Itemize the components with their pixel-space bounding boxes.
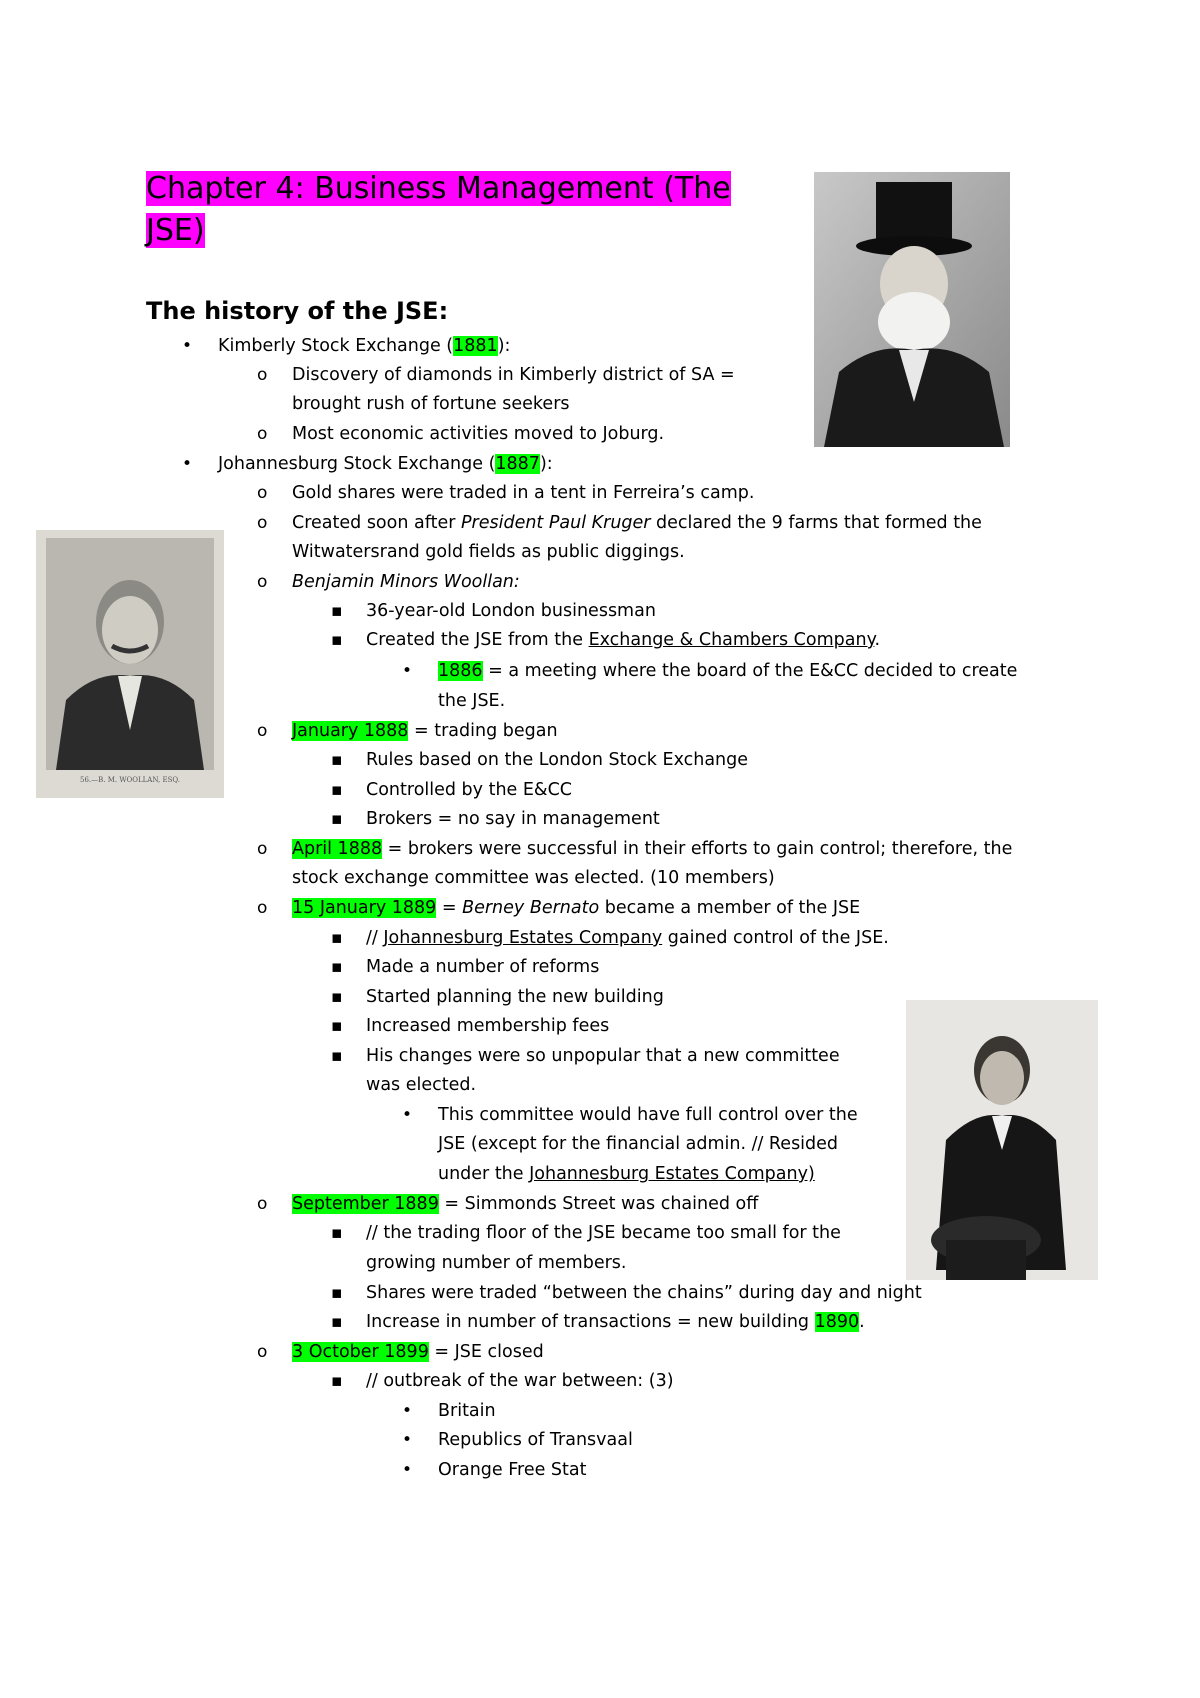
date-highlight: 1887 <box>495 454 540 474</box>
list-item-continuation: brought rush of fortune seekers <box>292 394 570 414</box>
woollan-photo <box>36 530 224 798</box>
bernato-portrait-image <box>906 1000 1098 1280</box>
kruger-portrait-image <box>814 172 1010 447</box>
list-item: Brokers = no say in management <box>366 809 660 829</box>
woollan-portrait-image <box>36 530 224 798</box>
list-item: // outbreak of the war between: (3) <box>366 1371 674 1391</box>
square-marker: ▪ <box>331 987 343 1007</box>
circle-marker: o <box>257 424 268 444</box>
square-marker: ▪ <box>331 1371 343 1391</box>
list-item: Rules based on the London Stock Exchange <box>366 750 749 770</box>
date-highlight: 1881 <box>453 336 498 356</box>
square-marker: ▪ <box>331 1046 343 1066</box>
square-marker: ▪ <box>331 1312 343 1332</box>
date-highlight: January 1888 <box>292 721 409 741</box>
list-item-continuation: under the Johannesburg Estates Company) <box>438 1164 815 1184</box>
bullet-marker: • <box>402 1460 413 1480</box>
list-item: Orange Free Stat <box>438 1460 587 1480</box>
list-item: Britain <box>438 1401 496 1421</box>
circle-marker: o <box>257 1342 268 1362</box>
section-heading: The history of the JSE: <box>146 297 449 325</box>
title-highlight: Chapter 4: Business Management (The JSE) <box>146 171 731 248</box>
bullet-marker: • <box>402 1430 413 1450</box>
list-item: This committee would have full control over the <box>438 1105 858 1125</box>
list-item: September 1889 = Simmonds Street was chained off <box>292 1194 759 1214</box>
bullet-marker: • <box>182 336 193 356</box>
square-marker: ▪ <box>331 601 343 621</box>
list-item: Shares were traded “between the chains” during day and night <box>366 1283 922 1303</box>
circle-marker: o <box>257 513 268 533</box>
bullet-marker: • <box>402 1105 413 1125</box>
list-item-continuation: growing number of members. <box>366 1253 627 1273</box>
square-marker: ▪ <box>331 1223 343 1243</box>
page-title <box>146 168 786 252</box>
list-item: Most economic activities moved to Joburg. <box>292 424 665 444</box>
square-marker: ▪ <box>331 928 343 948</box>
date-highlight: 1890 <box>814 1312 860 1332</box>
bernato-photo <box>906 1000 1098 1280</box>
list-item: Increased membership fees <box>366 1016 610 1036</box>
square-marker: ▪ <box>331 809 343 829</box>
list-item: 3 October 1899 = JSE closed <box>292 1342 544 1362</box>
circle-marker: o <box>257 572 268 592</box>
list-item: Johannesburg Stock Exchange (1887): <box>218 454 553 474</box>
list-item: Benjamin Minors Woollan: <box>292 572 520 592</box>
date-highlight: April 1888 <box>292 839 383 859</box>
list-item: Kimberly Stock Exchange (1881): <box>218 336 511 356</box>
square-marker: ▪ <box>331 1283 343 1303</box>
list-item: His changes were so unpopular that a new committee <box>366 1046 840 1066</box>
square-marker: ▪ <box>331 957 343 977</box>
list-item: January 1888 = trading began <box>292 721 558 741</box>
list-item: Started planning the new building <box>366 987 664 1007</box>
circle-marker: o <box>257 1194 268 1214</box>
circle-marker: o <box>257 483 268 503</box>
list-item: Made a number of reforms <box>366 957 600 977</box>
list-item: // the trading floor of the JSE became too small for the <box>366 1223 841 1243</box>
date-highlight: 15 January 1889 <box>292 898 437 918</box>
list-item-continuation: the JSE. <box>438 691 506 711</box>
list-item: Gold shares were traded in a tent in Ferreira’s camp. <box>292 483 755 503</box>
square-marker: ▪ <box>331 1016 343 1036</box>
date-highlight: September 1889 <box>292 1194 439 1214</box>
list-item: Republics of Transvaal <box>438 1430 633 1450</box>
list-item-continuation: Witwatersrand gold fields as public diggings. <box>292 542 685 562</box>
list-item: // Johannesburg Estates Company gained control of the JSE. <box>366 928 889 948</box>
list-item: April 1888 = brokers were successful in their efforts to gain control; therefore, the <box>292 839 1013 859</box>
circle-marker: o <box>257 898 268 918</box>
square-marker: ▪ <box>331 780 343 800</box>
bullet-marker: • <box>402 661 413 681</box>
list-item: Controlled by the E&CC <box>366 780 573 800</box>
list-item: 1886 = a meeting where the board of the E&CC decided to create <box>438 661 1018 681</box>
list-item: Created soon after President Paul Kruger declared the 9 farms that formed the <box>292 513 982 533</box>
list-item: Created the JSE from the Exchange & Chambers Company. <box>366 630 881 650</box>
list-item-continuation: JSE (except for the financial admin. // Resided <box>438 1134 839 1154</box>
circle-marker: o <box>257 721 268 741</box>
list-item-continuation: was elected. <box>366 1075 477 1095</box>
list-item-continuation: stock exchange committee was elected. (10 members) <box>292 868 775 888</box>
list-item: 15 January 1889 = Berney Bernato became a member of the JSE <box>292 898 861 918</box>
kruger-photo <box>814 172 1010 447</box>
date-highlight: 1886 <box>438 661 483 681</box>
list-item: 36-year-old London businessman <box>366 601 656 621</box>
list-item: Discovery of diamonds in Kimberly district of SA = <box>292 365 735 385</box>
list-item: Increase in number of transactions = new building 1890. <box>366 1312 865 1332</box>
date-highlight: 3 October 1899 <box>292 1342 429 1362</box>
circle-marker: o <box>257 839 268 859</box>
circle-marker: o <box>257 365 268 385</box>
bullet-marker: • <box>402 1401 413 1421</box>
square-marker: ▪ <box>331 750 343 770</box>
square-marker: ▪ <box>331 630 343 650</box>
bullet-marker: • <box>182 454 193 474</box>
woollan-caption: 56.—B. M. WOOLLAN, ESQ. <box>79 776 181 784</box>
